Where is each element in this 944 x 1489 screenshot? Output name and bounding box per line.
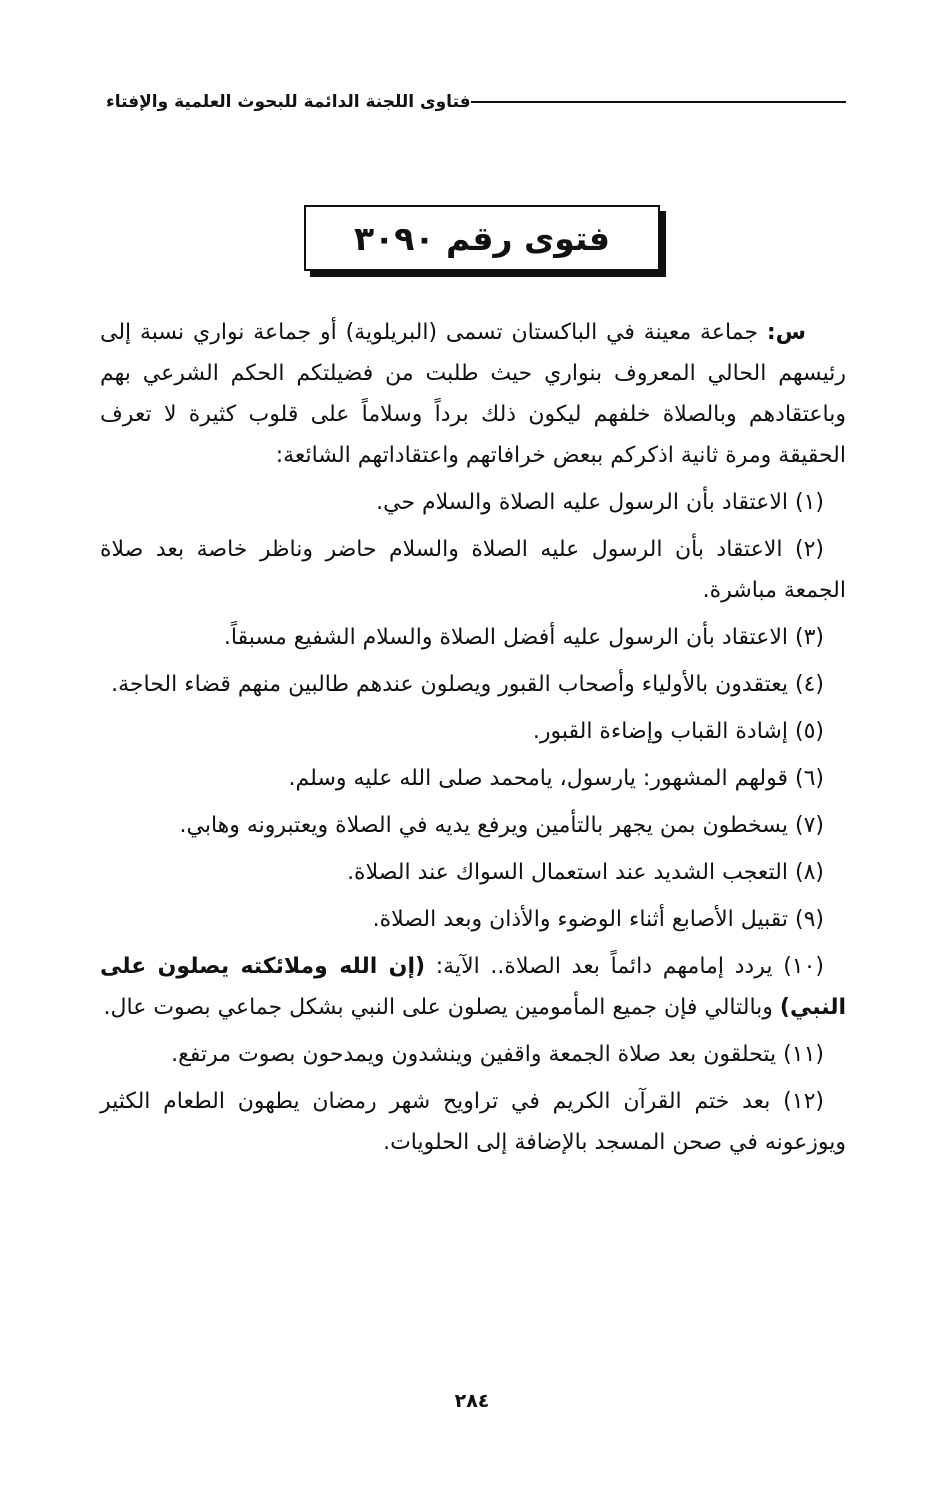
- item-number: (١): [794, 490, 824, 515]
- list-item: [100, 664, 846, 705]
- running-header: [100, 92, 846, 112]
- page-number: ٢٨٤: [454, 1390, 490, 1412]
- item-number: (٥): [794, 719, 824, 744]
- list-item: [100, 805, 846, 846]
- item-text: الاعتقاد بأن الرسول عليه الصلاة والسلام حي.: [376, 490, 788, 515]
- list-item: [100, 758, 846, 799]
- item-number: (٣): [794, 625, 824, 650]
- item-text: الاعتقاد بأن الرسول عليه أفضل الصلاة والسلام الشفيع مسبقاً.: [223, 625, 788, 650]
- list-item: [100, 529, 846, 611]
- item-number: (٨): [794, 860, 824, 885]
- list-item: [100, 946, 846, 1028]
- list-item: [100, 852, 846, 893]
- question-label: س:: [766, 320, 806, 345]
- item-number: (٦): [794, 766, 824, 791]
- item-number: (١٢): [783, 1089, 824, 1114]
- item-text: تقبيل الأصابع أثناء الوضوء والأذان وبعد الصلاة.: [372, 907, 788, 932]
- item-text: يسخطون بمن يجهر بالتأمين ويرفع يديه في الصلاة ويعتبرونه وهابي.: [179, 813, 788, 838]
- fatwa-body: [100, 312, 846, 1163]
- list-item: [100, 617, 846, 658]
- list-item: [100, 899, 846, 940]
- item-text-before: يردد إمامهم دائماً بعد الصلاة.. الآية:: [435, 954, 773, 979]
- quran-verse: (إن الله وملائكته يصلون على النبي): [100, 954, 846, 1020]
- item-text: الاعتقاد بأن الرسول عليه الصلاة والسلام حاضر وناظر خاصة بعد صلاة الجمعة مباشرة.: [100, 537, 846, 603]
- item-number: (٢): [794, 537, 824, 562]
- running-header-title: فتاوى اللجنة الدائمة للبحوث العلمية والإفتاء: [106, 92, 471, 112]
- item-text: إشادة القباب وإضاءة القبور.: [532, 719, 788, 744]
- list-item: [100, 1081, 846, 1163]
- item-number: (٩): [794, 907, 824, 932]
- item-number: (١١): [783, 1042, 824, 1067]
- item-text: التعجب الشديد عند استعمال السواك عند الصلاة.: [347, 860, 788, 885]
- list-item: [100, 482, 846, 523]
- question-text: جماعة معينة في الباكستان تسمى (البريلوية) أو جماعة نواري نسبة إلى رئيسهم الحالي المعروف بنواري حيث طلبت من فضيلتكم الحكم الشرعي بهم وباعتقادهم وبالصلاة خلفهم ليكون ذلك برداً وسلاماً على قلوب كثيرة لا تعرف الحقيقة ومرة ثانية اذكركم ببعض خرافاتهم واعتقاداتهم الشائعة:: [100, 320, 846, 468]
- item-text: بعد ختم القرآن الكريم في تراويح شهر رمضان يطهون الطعام الكثير ويوزعونه في صحن المسجد بالإضافة إلى الحلويات.: [100, 1089, 846, 1155]
- item-text-after: وبالتالي فإن جميع المأمومين يصلون على النبي بشكل جماعي بصوت عال.: [103, 995, 773, 1020]
- list-item: [100, 711, 846, 752]
- fatwa-title: فتوى رقم ٣٠٩٠: [353, 218, 611, 258]
- item-text: يعتقدون بالأولياء وأصحاب القبور ويصلون عندهم طالبين منهم قضاء الحاجة.: [111, 672, 788, 697]
- item-number: (٤): [794, 672, 824, 697]
- item-text: قولهم المشهور: يارسول، يامحمد صلى الله عليه وسلم.: [288, 766, 788, 791]
- fatwa-title-box: [304, 205, 660, 271]
- item-text: يتحلقون بعد صلاة الجمعة واقفين وينشدون ويمدحون بصوت مرتفع.: [171, 1042, 777, 1067]
- item-number: (١٠): [783, 954, 825, 979]
- item-number: (٧): [794, 813, 824, 838]
- question-paragraph: [100, 312, 846, 476]
- header-rule: [471, 101, 846, 103]
- list-item: [100, 1034, 846, 1075]
